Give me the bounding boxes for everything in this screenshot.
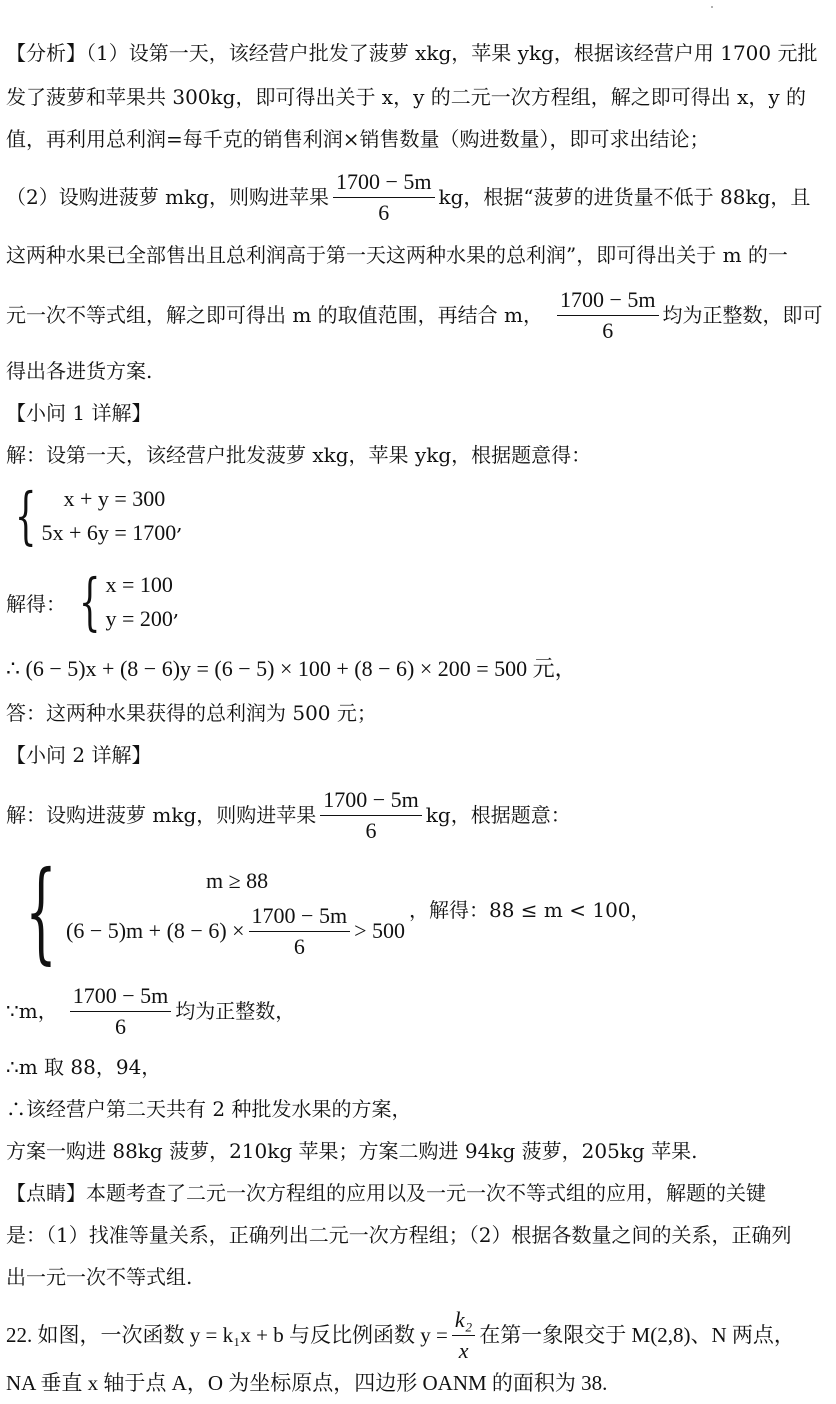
inequality-2-left: (6 − 5)m + (8 − 6) × bbox=[66, 918, 245, 943]
q2-count: ∴该经营户第二天共有 2 种批发水果的方案， bbox=[6, 1097, 412, 1121]
q2-intro-text: kg，根据题意： bbox=[425, 803, 571, 827]
fraction bbox=[452, 1305, 475, 1366]
analysis-line-7: 得出各进货方案. bbox=[6, 359, 153, 383]
analysis-line-5: 这两种水果已全部售出且总利润高于第一天这两种水果的总利润”，即可得出关于 m 的一 bbox=[6, 243, 788, 267]
fraction-numerator: 1700 − 5m bbox=[249, 901, 351, 932]
problem-22-text: 在第一象限交于 M(2,8)、N 两点， bbox=[479, 1323, 795, 1347]
q2-take: ∴m 取 88，94， bbox=[6, 1055, 162, 1079]
comment-line-3: 出一元一次不等式组. bbox=[6, 1265, 193, 1289]
fraction bbox=[70, 981, 172, 1042]
fraction bbox=[320, 785, 422, 846]
inequality-2 bbox=[66, 901, 405, 962]
inequalities bbox=[66, 861, 405, 962]
inequality-2-right: > 500 bbox=[354, 918, 405, 943]
solution-y: y = 200 bbox=[105, 606, 173, 631]
inequality-result: ，解得：88 ≤ m < 100， bbox=[409, 897, 651, 922]
equation-2: 5x + 6y = 1700 bbox=[41, 520, 177, 545]
q1-answer: 答：这两种水果获得的总利润为 500 元； bbox=[6, 701, 377, 725]
fraction-numerator: 1700 − 5m bbox=[333, 167, 435, 198]
scan-speck bbox=[711, 6, 713, 8]
left-brace: { bbox=[25, 847, 57, 975]
analysis-text: 元一次不等式组，解之即可得出 m 的取值范围，再结合 m， bbox=[6, 303, 544, 327]
analysis-line-1: 【分析】（1）设第一天，该经营户批发了菠萝 xkg，苹果 ykg，根据该经营户用 1700 元批 bbox=[6, 41, 818, 65]
q1-calculation: ∴ (6 − 5)x + (8 − 6)y = (6 − 5) × 100 + (8 − 6) × 200 = 500 元， bbox=[6, 656, 577, 681]
inequality-system bbox=[6, 847, 651, 975]
fraction bbox=[557, 285, 659, 346]
solve-label: 解得： bbox=[6, 591, 66, 616]
analysis-text: kg，根据“菠萝的进货量不低于 88kg，且 bbox=[438, 185, 811, 209]
q2-intro-text: 解：设购进菠萝 mkg，则购进苹果 bbox=[6, 803, 317, 827]
comment-line-2: 是：（1）找准等量关系，正确列出二元一次方程组；（2）根据各数量之间的关系，正确列 bbox=[6, 1223, 792, 1247]
solution-system bbox=[6, 565, 180, 638]
q2-because bbox=[6, 980, 830, 1042]
fraction-denominator: 6 bbox=[602, 317, 614, 343]
problem-22-line-1 bbox=[6, 1304, 830, 1366]
comment-line-1: 【点睛】本题考查了二元一次方程组的应用以及一元一次不等式组的应用，解题的关键 bbox=[6, 1181, 766, 1205]
fraction-denominator: 6 bbox=[378, 199, 390, 225]
analysis-line-2: 发了菠萝和苹果共 300kg，即可得出关于 x，y 的二元一次方程组，解之即可得出 x，y 的 bbox=[6, 85, 807, 109]
analysis-text: 均为正整数，即可 bbox=[662, 303, 823, 327]
fraction-denominator: 6 bbox=[293, 933, 305, 959]
left-brace: { bbox=[14, 479, 37, 552]
problem-22-line-2: NA 垂直 x 轴于点 A，O 为坐标原点，四边形 OANM 的面积为 38. bbox=[6, 1371, 608, 1395]
q1-heading: 【小问 1 详解】 bbox=[6, 401, 152, 425]
analysis-line-4 bbox=[6, 166, 830, 228]
fraction-numerator: 1700 − 5m bbox=[70, 981, 172, 1012]
q2-plans: 方案一购进 88kg 菠萝，210kg 苹果；方案二购进 94kg 菠萝，205kg 苹果. bbox=[6, 1139, 698, 1163]
solution-x: x = 100 bbox=[105, 572, 173, 597]
analysis-line-3: 值，再利用总利润=每千克的销售利润×销售数量（购进数量），即可求出结论； bbox=[6, 127, 710, 151]
inequality-1: m ≥ 88 bbox=[206, 867, 269, 893]
equation-system bbox=[6, 479, 183, 552]
analysis-line-6 bbox=[6, 284, 830, 346]
solution-comma: , bbox=[172, 597, 180, 621]
fraction-numerator: 1700 − 5m bbox=[557, 285, 659, 316]
because-text: ∵m， bbox=[6, 999, 58, 1023]
q2-heading: 【小问 2 详解】 bbox=[6, 743, 152, 767]
equation-1: x + y = 300 bbox=[63, 486, 166, 511]
fraction-denominator: 6 bbox=[114, 1013, 126, 1039]
problem-22-text: 22. 如图，一次函数 y = k₁x + b 与反比例函数 y = bbox=[6, 1323, 448, 1347]
q1-intro: 解：设第一天，该经营户批发菠萝 xkg，苹果 ykg，根据题意得： bbox=[6, 443, 592, 467]
fraction-denominator: 6 bbox=[365, 817, 377, 843]
solutions bbox=[105, 568, 172, 636]
because-text: 均为正整数， bbox=[175, 999, 296, 1023]
analysis-text: （2）设购进菠萝 mkg，则购进苹果 bbox=[6, 185, 329, 209]
fraction-numerator: k₂ bbox=[452, 1305, 475, 1336]
fraction-denominator: x bbox=[458, 1337, 469, 1363]
fraction bbox=[333, 167, 435, 228]
fraction-numerator: 1700 − 5m bbox=[320, 785, 422, 816]
equation-comma: , bbox=[176, 511, 183, 535]
q2-intro bbox=[6, 784, 830, 846]
equations bbox=[41, 482, 176, 550]
left-brace: { bbox=[78, 565, 101, 638]
fraction bbox=[249, 901, 351, 962]
